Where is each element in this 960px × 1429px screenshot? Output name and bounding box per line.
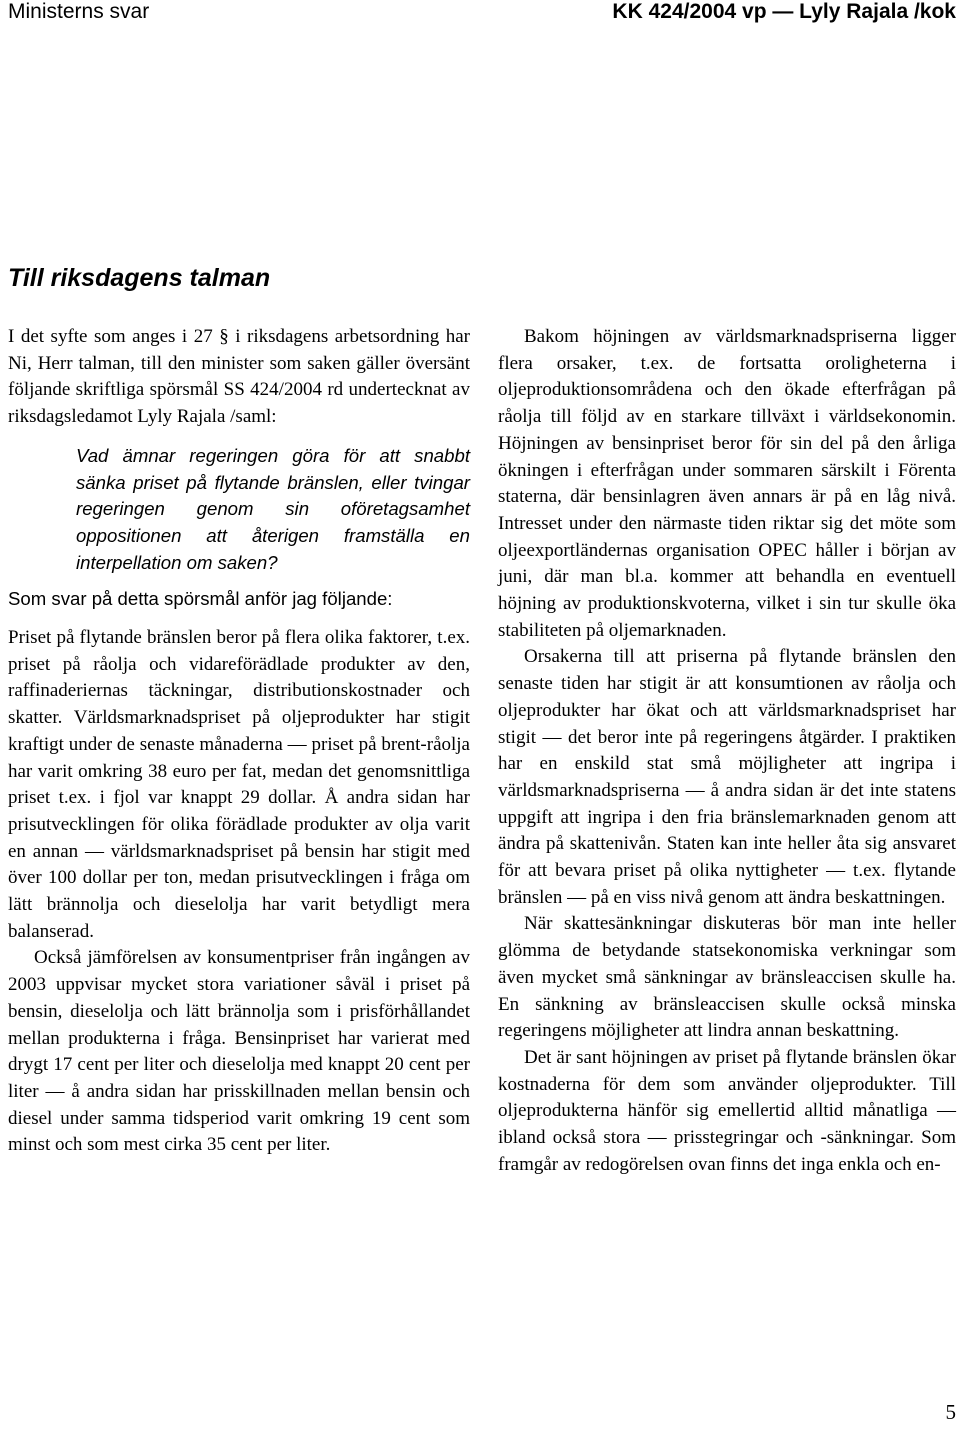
question-quote: Vad ämnar regeringen göra för att snabbt sänka priset på flytande bränslen, eller tvingar regeringen genom sin oföretagsamhet oppositionen att återigen framställa en interpellation om saken? [76,444,470,573]
header-right: KK 424/2004 vp — Lyly Rajala /kok [612,0,956,23]
answer-intro: Som svar på detta spörsmål anför jag följande: [8,588,393,610]
right-paragraph-1: Bakom höjningen av världsmarknadspriserna ligger flera orsaker, t.ex. de fortsatta oroligheterna i oljeproduktionsområdena och den ökade efterfrågan på råolja till följd av en starkare tillväxt i världsekonomin. Höjningen av bensinpriset beror för sin del på den årliga ökningen i efterfrågan under sommaren särskilt i Förenta staterna, där bensinlagren även annars är på en låg nivå. Intresset under den närmaste tiden riktar sig det möte som oljeexportländernas organisation OPEC håller i början av juni, där man bl.a. kommer att behandla en eventuell höjning av produktionskvoterna, vilket i sin tur skulle öka stabiliteten på oljemarknaden. [498,326,956,641]
right-paragraph-2: Orsakerna till att priserna på flytande bränslen den senaste tiden har stigit är att konsumtionen av råolja och oljeprodukter har ökat och att världsmarknadspriset har stigit — det beror inte på regeringens åtgärder. I praktiken har en enskild stat små möjligheter att ingripa i världsmarknadspriserna — å andra sidan är det inte statens uppgift att ingripa i den fria bränslemarknaden genom att ändra på skattenivån. Staten kan inte heller åta sig ansvaret för att bevara priset på olika nyttigheter — t.ex. flytande bränslen — på en viss nivå genom att ändra beskattningen. [498,646,956,908]
left-paragraph-1: Priset på flytande bränslen beror på flera olika faktorer, t.ex. priset på råolja och vidareförädlade produkter av den, raffinaderiernas täckningar, distributionskostnader och skatter. Världsmarknadspriset på oljeprodukter har stigit kraftigt under de senaste månaderna — priset på brent-råolja har varit omkring 38 euro per fat, medan det genomsnittliga priset t.ex. i fjol var knappt 29 dollar. Å andra sidan har prisutvecklingen för olika förädlade produkter av olja varit en annan — världsmarknadspriset på bensin har stigit med över 100 dollar per ton, medan prisutvecklingen i fråga om lätt brännolja och dieselolja har varit betydligt mera balanserad. [8,627,470,942]
left-paragraph-2: Också jämförelsen av konsumentpriser från ingången av 2003 uppvisar mycket stora variationer såväl i priset på bensin, dieselolja och lätt brännolja som i prisförhållandet mellan produkterna i fråga. Bensinpriset har varierat med drygt 17 cent per liter och dieselolja med knappt 20 cent per liter — å andra sidan har prisskillnaden mellan bensin och diesel under samma tidsperiod varit omkring 19 cent som minst och som mest cirka 35 cent per liter. [8,947,470,1156]
header-left: Ministerns svar [8,0,150,23]
right-paragraph-3: När skattesänkningar diskuteras bör man inte heller glömma de betydande statsekonomiska verkningar som även mycket små sänkningar av bränsleaccisen skulle ha. En sänkning av bränsleaccisen skulle också minska regeringens möjligheter att lindra annan beskattning. [498,913,956,1042]
page-title: Till riksdagens talman [8,264,271,292]
right-paragraph-4: Det är sant höjningen av priset på flytande bränslen ökar kostnaderna för dem som använder oljeprodukter. Till oljeprodukterna hänför sig emellertid alltid månatliga — ibland också stora — prisstegringar och -sänkningar. Som framgår av redogörelsen ovan finns det inga enkla och en- [498,1046,956,1175]
page-number: 5 [945,1400,956,1424]
left-column [8,324,470,1159]
intro-paragraph: I det syfte som anges i 27 § i riksdagens arbetsordning har Ni, Herr talman, till den minister som saken gäller översänt följande skriftliga spörsmål SS 424/2004 rd undertecknat av riksdagsledamot Lyly Rajala /saml: [8,326,470,428]
right-column [498,324,956,1179]
